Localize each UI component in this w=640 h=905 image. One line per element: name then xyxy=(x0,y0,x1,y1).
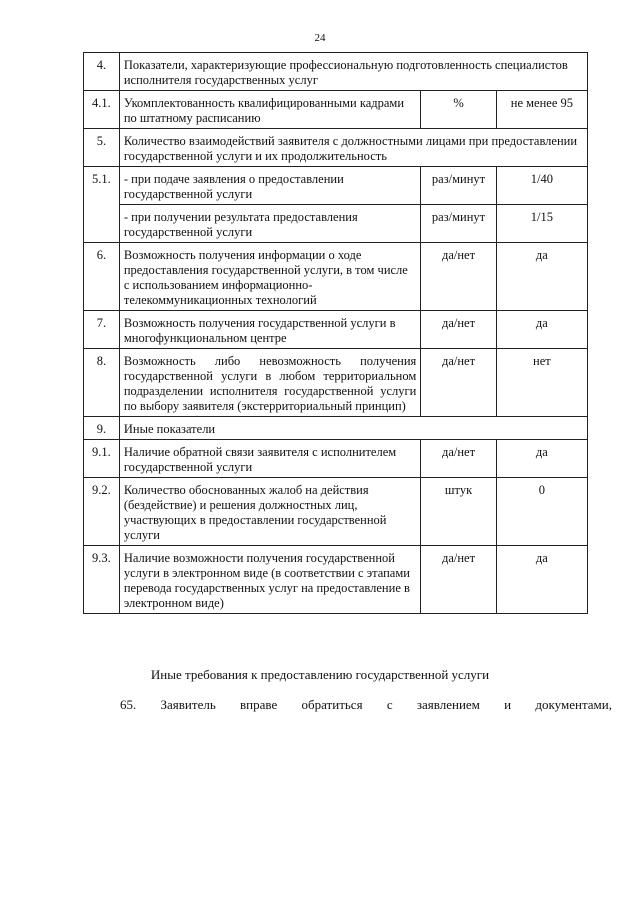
row-number: 9.3. xyxy=(84,546,120,614)
row-name: Возможность получения государственной услуги в многофункциональном центре xyxy=(119,311,420,349)
row-unit: да/нет xyxy=(421,349,496,417)
row-number: 5. xyxy=(84,129,120,167)
table-row xyxy=(84,349,588,417)
row-value: да xyxy=(496,440,587,478)
row-value: 0 xyxy=(496,478,587,546)
table-row xyxy=(84,129,588,167)
table-row xyxy=(84,167,588,205)
row-name: Наличие обратной связи заявителя с исполнителем государственной услуги xyxy=(119,440,420,478)
row-unit: раз/минут xyxy=(421,205,496,243)
paragraph-65: 65. Заявитель вправе обратиться с заявлением и документами, xyxy=(120,697,612,712)
row-unit: штук xyxy=(421,478,496,546)
row-name: Наличие возможности получения государственной услуги в электронном виде (в соответствии с этапами перевода государственных услуг на предоставление в электронном виде) xyxy=(119,546,420,614)
row-value: да xyxy=(496,311,587,349)
row-name: Возможность либо невозможность получения государственной услуги в любом территориальном подразделении исполнителя государственной услуги по выбору заявителя (экстерриториальный принцип) xyxy=(119,349,420,417)
table-row xyxy=(84,53,588,91)
row-number: 9.2. xyxy=(84,478,120,546)
row-name: Укомплектованность квалифицированными кадрами по штатному расписанию xyxy=(119,91,420,129)
row-unit: да/нет xyxy=(421,243,496,311)
section-title: Иные требования к предоставлению государственной услуги xyxy=(150,667,490,682)
row-name: Количество взаимодействий заявителя с должностными лицами при предоставлении государственной услуги и их продолжительность xyxy=(119,129,587,167)
table-row xyxy=(84,478,588,546)
page-number: 24 xyxy=(314,32,326,44)
row-number: 5.1. xyxy=(84,167,120,243)
row-value: не менее 95 xyxy=(496,91,587,129)
row-number: 9. xyxy=(84,417,120,440)
table-row xyxy=(84,417,588,440)
row-name: Иные показатели xyxy=(119,417,587,440)
row-unit: да/нет xyxy=(421,546,496,614)
row-name: - при получении результата предоставления государственной услуги xyxy=(119,205,420,243)
row-value: нет xyxy=(496,349,587,417)
row-name: - при подаче заявления о предоставлении государственной услуги xyxy=(119,167,420,205)
table-row xyxy=(84,546,588,614)
row-name: Показатели, характеризующие профессиональную подготовленность специалистов исполнителя государственных услуг xyxy=(119,53,587,91)
row-value: 1/40 xyxy=(496,167,587,205)
table-row xyxy=(84,205,588,243)
row-number: 8. xyxy=(84,349,120,417)
table-row xyxy=(84,243,588,311)
row-number: 4.1. xyxy=(84,91,120,129)
table-row xyxy=(84,311,588,349)
row-unit: % xyxy=(421,91,496,129)
row-value: 1/15 xyxy=(496,205,587,243)
table-row xyxy=(84,91,588,129)
row-number: 6. xyxy=(84,243,120,311)
table-row xyxy=(84,440,588,478)
row-number: 9.1. xyxy=(84,440,120,478)
row-value: да xyxy=(496,546,587,614)
row-number: 4. xyxy=(84,53,120,91)
row-unit: раз/минут xyxy=(421,167,496,205)
row-name: Возможность получения информации о ходе предоставления государственной услуги, в том числе с использованием информационно-телекоммуникационных технологий xyxy=(119,243,420,311)
row-unit: да/нет xyxy=(421,311,496,349)
row-number: 7. xyxy=(84,311,120,349)
row-unit: да/нет xyxy=(421,440,496,478)
row-value: да xyxy=(496,243,587,311)
indicators-table xyxy=(83,52,588,614)
row-name: Количество обоснованных жалоб на действия (бездействие) и решения должностных лиц, участвующих в предоставлении государственной услуги xyxy=(119,478,420,546)
